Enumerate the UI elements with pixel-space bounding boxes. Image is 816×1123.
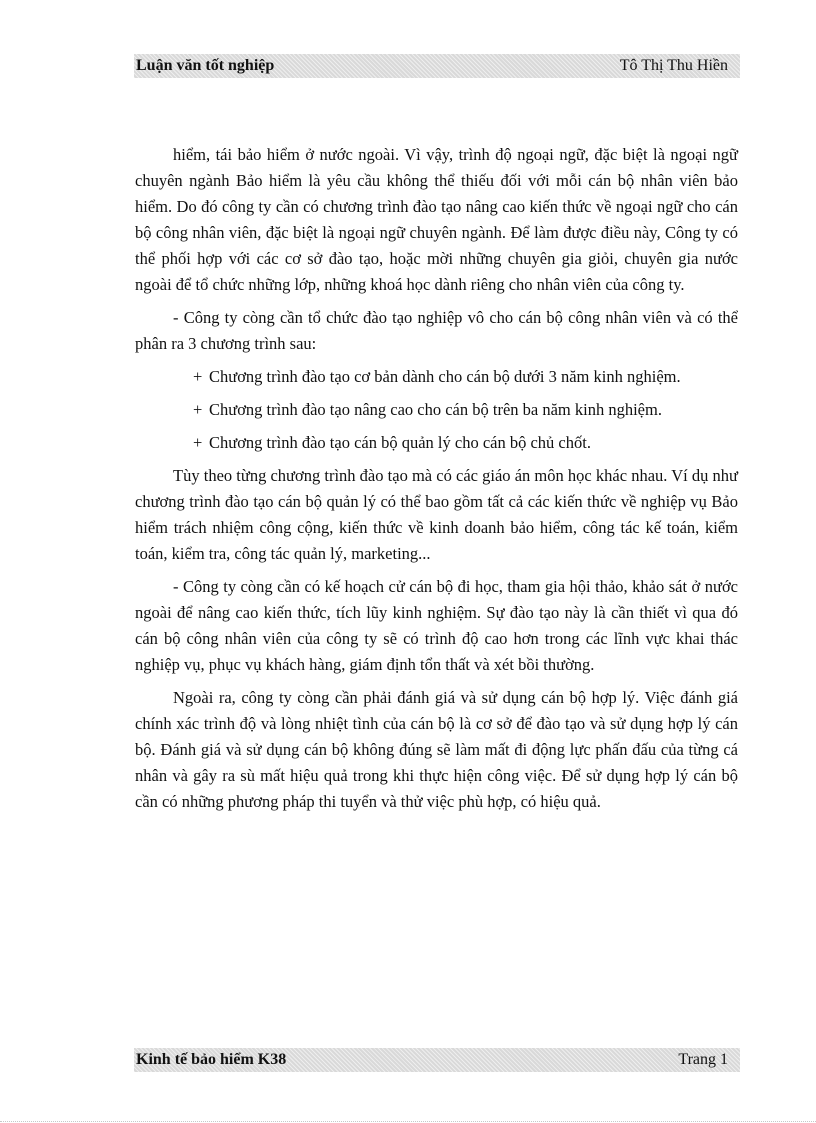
page-header <box>134 54 740 78</box>
plus-bullet: + <box>193 367 203 386</box>
list-item <box>135 397 738 423</box>
list-item-text: Chương trình đào tạo cơ bản dành cho cán bộ dưới 3 năm kinh nghiệm. <box>209 367 681 386</box>
plus-bullet: + <box>193 400 203 419</box>
list-item <box>135 430 738 456</box>
paragraph: - Công ty còng cần tổ chức đào tạo nghiệp vô cho cán bộ công nhân viên và có thể phân ra 3 chương trình sau: <box>135 308 738 353</box>
list-item <box>135 364 738 390</box>
paragraph: Tùy theo từng chương trình đào tạo mà có các giáo án môn học khác nhau. Ví dụ như chương trình đào tạo cán bộ quản lý có thể bao gồm tất cả các kiến thức về nghiệp vụ Bảo hiểm trách nhiệm công cộng, kiến thức về kinh doanh bảo hiểm, công tác kế toán, kiểm toán, kiểm tra, công tác quản lý, marketing... <box>135 466 738 563</box>
list-item-text: Chương trình đào tạo nâng cao cho cán bộ trên ba năm kinh nghiệm. <box>209 400 662 419</box>
author-name: Tô Thị Thu Hiền <box>619 57 728 74</box>
list-item-text: Chương trình đào tạo cán bộ quản lý cho cán bộ chủ chốt. <box>209 433 591 452</box>
page-footer <box>134 1048 740 1072</box>
page-body <box>135 142 738 822</box>
program-list <box>135 364 738 456</box>
document-title: Luận văn tốt nghiệp <box>136 57 275 74</box>
paragraph: - Công ty còng cần có kế hoạch cử cán bộ đi học, tham gia hội thảo, khảo sát ở nước ngoài để nâng cao kiến thức, tích lũy kinh nghiệm. Sự đào tạo này là cần thiết vì qua đó cán bộ công nhân viên của công ty sẽ có trình độ cao hơn trong các lĩnh vực khai thác nghiệp vụ, phục vụ khách hàng, giám định tổn thất và xét bồi thường. <box>135 577 738 674</box>
page-number: Trang 1 <box>678 1051 728 1068</box>
plus-bullet: + <box>193 433 203 452</box>
page-bottom-divider <box>0 1121 816 1122</box>
paragraph: Ngoài ra, công ty còng cần phải đánh giá và sử dụng cán bộ hợp lý. Việc đánh giá chính xác trình độ và lòng nhiệt tình của cán bộ là cơ sở để đào tạo và sử dụng hợp lý cán bộ. Đánh giá và sử dụng cán bộ không đúng sẽ làm mất đi động lực phấn đấu của từng cá nhân và gây ra sù mất hiệu quả trong khi thực hiện công việc. Để sử dụng hợp lý cán bộ cần có những phương pháp thi tuyển và thử việc phù hợp, có hiệu quả. <box>135 688 738 811</box>
course-label: Kinh tế bảo hiểm K38 <box>136 1051 287 1068</box>
paragraph: hiểm, tái bảo hiểm ở nước ngoài. Vì vậy, trình độ ngoại ngữ, đặc biệt là ngoại ngữ chuyên ngành Bảo hiểm là yêu cầu không thể thiếu đối với mỗi cán bộ nhân viên bảo hiểm. Do đó công ty cần có chương trình đào tạo nâng cao kiến thức về ngoại ngữ cho cán bộ công nhân viên, đặc biệt là ngoại ngữ chuyên ngành. Để làm được điều này, Công ty có thể phối hợp với các cơ sở đào tạo, hoặc mời những chuyên gia giỏi, chuyên gia nước ngoài để tổ chức những lớp, những khoá học dành riêng cho nhân viên của công ty. <box>135 145 738 294</box>
